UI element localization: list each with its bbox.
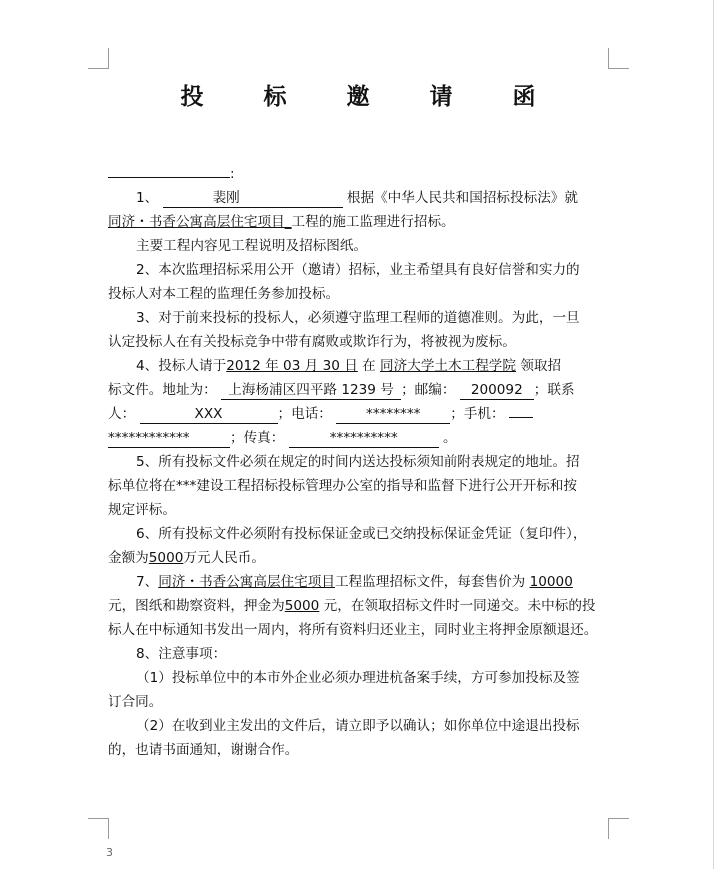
page-edge xyxy=(713,0,714,869)
para-8-heading: 8、注意事项： xyxy=(136,646,227,662)
crop-mark-bottom-right xyxy=(608,818,629,839)
para-7-line-1: 7、同济・书香公寓高层住宅项目工程监理招标文件，每套售价为 10000 xyxy=(136,574,573,590)
mobile-blank xyxy=(509,417,533,418)
para-7-line-3: 标人在中标通知书发出一周内，将所有资料归还业主，同时业主将押金原额退还。 xyxy=(108,622,598,638)
para-1-line-2: 同济・书香公寓高层住宅项目_工程的施工监理进行招标。 xyxy=(108,214,455,230)
address: 上海杨浦区四平路 1239 号 xyxy=(221,382,401,400)
para-5-line-3: 规定评标。 xyxy=(108,502,176,518)
para-4-line-2: 标文件。地址为： 上海杨浦区四平路 1239 号 ；邮编： 200092 ；联系 xyxy=(108,382,575,398)
document-title: 投 标 邀 请 函 xyxy=(180,83,562,110)
bidder-name: 裴刚 xyxy=(163,190,343,208)
project-name-2: 同济・书香公寓高层住宅项目 xyxy=(158,574,335,590)
para-6-line-2: 金额为5000万元人民币。 xyxy=(108,550,265,566)
note-2-line-1: （2）在收到业主发出的文件后，请立即予以确认；如你单位中途退出投标 xyxy=(136,718,580,734)
mobile-number: ************ xyxy=(108,430,230,448)
para-6-line-1: 6、所有投标文件必须附有投标保证金或已交纳投标保证金凭证（复印件）， xyxy=(136,526,587,542)
addressee-blank xyxy=(108,177,230,178)
contact-person: XXX xyxy=(140,406,278,424)
crop-mark-top-right xyxy=(608,48,629,69)
para-2-line-2: 投标人对本工程的监理任务参加投标。 xyxy=(108,286,340,302)
deposit-amount: 5000 xyxy=(148,550,184,566)
note-1-line-1: （1）投标单位中的本市外企业必须办理进杭备案手续，方可参加投标及签 xyxy=(136,670,580,686)
pickup-date: 2012 年 03 月 30 日 xyxy=(226,358,358,374)
zip-code: 200092 xyxy=(460,382,534,400)
para-7-line-2: 元，图纸和勘察资料，押金为5000 元，在领取招标文件时一同递交。未中标的投 xyxy=(108,598,596,614)
page-number: 3 xyxy=(106,846,113,859)
note-2-line-2: 的，也请书面通知，谢谢合作。 xyxy=(108,742,299,758)
para-3-line-1: 3、对于前来投标的投标人，必须遵守监理工程师的道德准则。为此，一旦 xyxy=(136,310,580,326)
para-2-line-1: 2、本次监理招标采用公开（邀请）招标，业主希望具有良好信誉和实力的 xyxy=(136,262,580,278)
para-1-line-1: 1、 裴刚 根据《中华人民共和国招标投标法》就 xyxy=(136,190,578,206)
addressee-line: : xyxy=(108,162,608,186)
project-name: 同济・书香公寓高层住宅项目_ xyxy=(108,214,292,230)
crop-mark-bottom-left xyxy=(88,818,109,839)
pickup-place: 同济大学土木工程学院 xyxy=(380,358,516,374)
para-4-line-4: ************ ；传真： ********** 。 xyxy=(108,430,457,446)
para-4-line-3: 人： XXX ；电话： ******** ；手机： xyxy=(108,402,608,426)
note-1-line-2: 订合同。 xyxy=(108,694,163,710)
para-5-line-2: 标单位将在***建设工程招标投标管理办公室的指导和监督下进行公开开标和按 xyxy=(108,478,577,494)
para-5-line-1: 5、所有投标文件必须在规定的时间内送达投标须知前附表规定的地址。招 xyxy=(136,454,580,470)
para-4-line-1: 4、投标人请于2012 年 03 月 30 日 在 同济大学土木工程学院 领取招 xyxy=(136,358,562,374)
crop-mark-top-left xyxy=(88,48,109,69)
phone-number: ******** xyxy=(336,406,450,424)
para-1-line-3: 主要工程内容见工程说明及招标图纸。 xyxy=(136,238,368,254)
document-deposit: 5000 xyxy=(284,598,320,614)
fax-number: ********** xyxy=(289,430,439,448)
document-price: 10000 xyxy=(529,574,573,590)
para-3-line-2: 认定投标人在有关投标竞争中带有腐败或欺诈行为，将被视为废标。 xyxy=(108,334,516,350)
